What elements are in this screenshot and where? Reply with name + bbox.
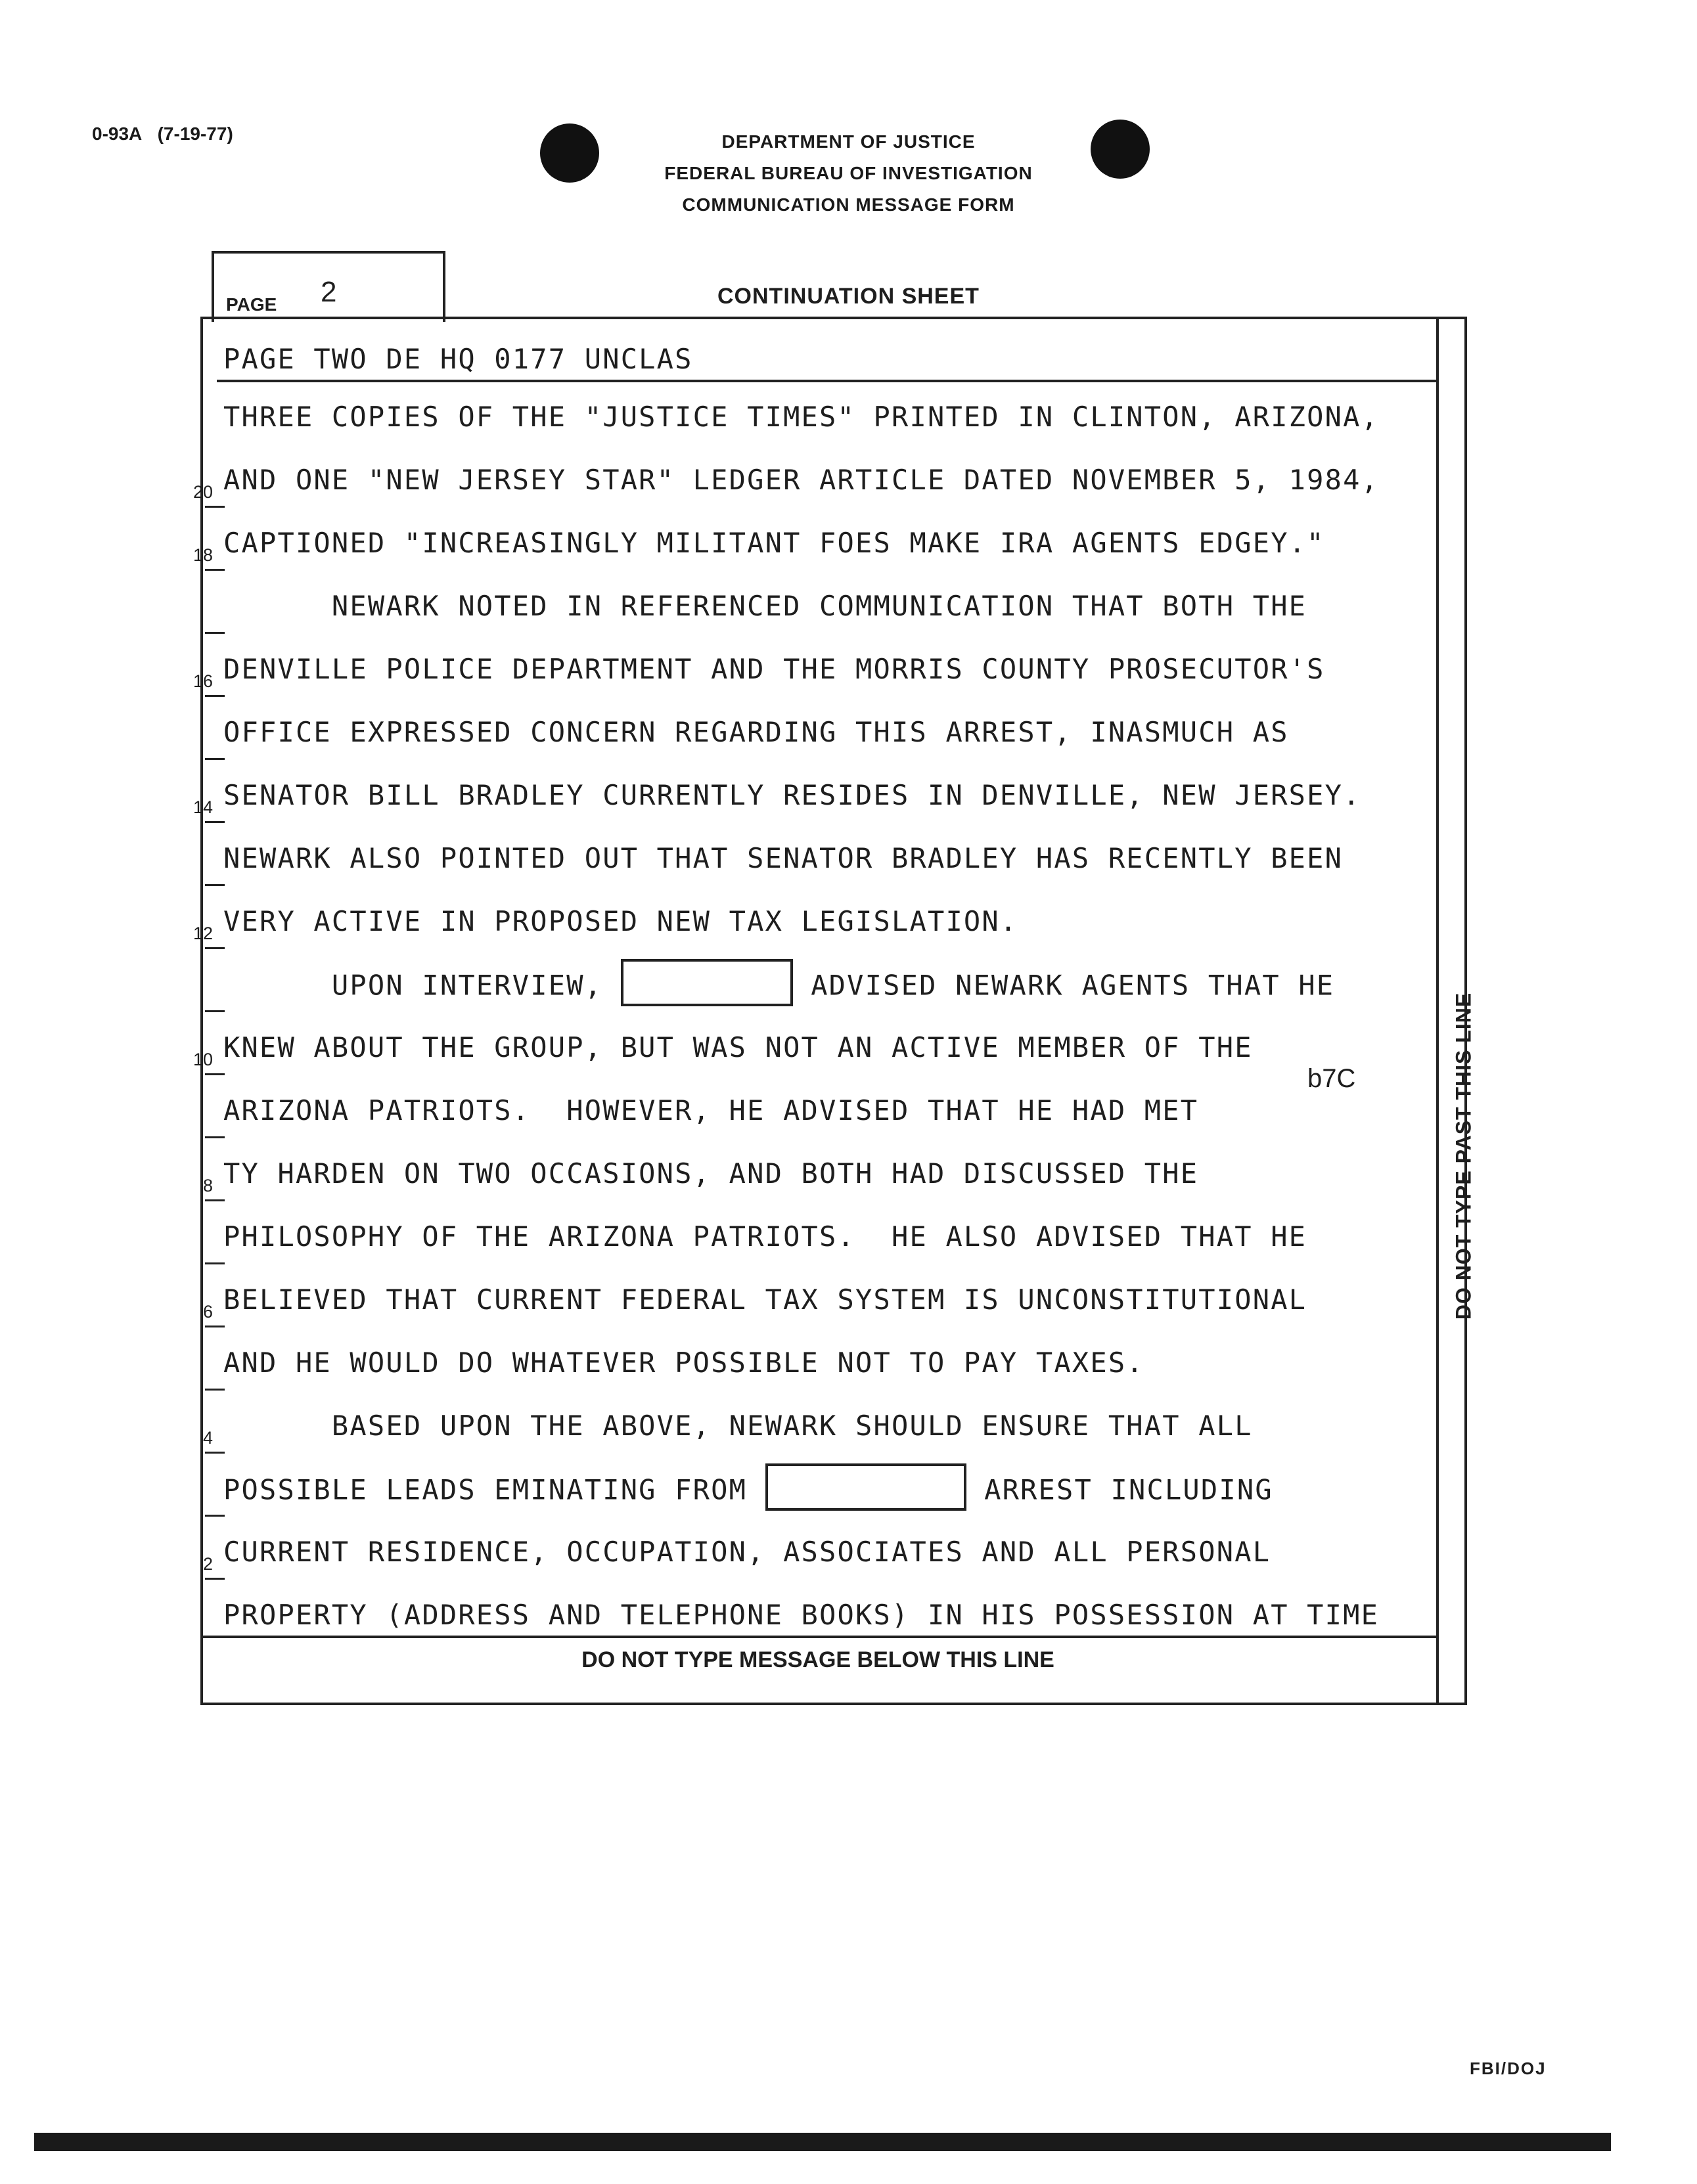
form-name: COMMUNICATION MESSAGE FORM — [682, 194, 1015, 215]
scan-edge-bar — [34, 2133, 1611, 2151]
body-line: NEWARK ALSO POINTED OUT THAT SENATOR BRADLEY HAS RECENTLY BEEN — [223, 842, 1344, 874]
body-line: THREE COPIES OF THE "JUSTICE TIMES" PRINTED IN CLINTON, ARIZONA, — [223, 401, 1380, 433]
form-date: (7-19-77) — [157, 123, 233, 144]
margin-tick — [205, 506, 225, 508]
bottom-rule — [200, 1636, 1436, 1638]
line-number: 16 — [192, 671, 213, 691]
margin-tick — [205, 1389, 225, 1391]
body-line: AND ONE "NEW JERSEY STAR" LEDGER ARTICLE DATED NOVEMBER 5, 1984, — [223, 464, 1380, 496]
body-line: CAPTIONED "INCREASINGLY MILITANT FOES MAKE IRA AGENTS EDGEY." — [223, 527, 1325, 559]
margin-tick — [205, 1452, 225, 1454]
margin-line — [1436, 317, 1439, 1703]
redaction-box — [621, 959, 793, 1006]
page-label: PAGE — [226, 294, 277, 315]
department-name: DEPARTMENT OF JUSTICE — [721, 131, 976, 152]
line-number: 12 — [192, 924, 213, 943]
header-rule — [217, 380, 1436, 382]
message-header: PAGE TWO DE HQ 0177 UNCLAS — [223, 343, 693, 375]
margin-tick — [205, 884, 225, 886]
body-line: BASED UPON THE ABOVE, NEWARK SHOULD ENSURE THAT ALL — [223, 1410, 1253, 1442]
line-number: 20 — [192, 482, 213, 502]
margin-tick — [205, 569, 225, 571]
margin-tick — [205, 821, 225, 823]
margin-tick — [205, 1073, 225, 1075]
body-line: PROPERTY (ADDRESS AND TELEPHONE BOOKS) IN HIS POSSESSION AT TIME — [223, 1599, 1380, 1631]
bottom-note: DO NOT TYPE MESSAGE BELOW THIS LINE — [581, 1647, 1054, 1672]
margin-tick — [205, 632, 225, 634]
line-number: 10 — [192, 1050, 213, 1069]
page-box — [212, 251, 445, 322]
exemption-code: b7C — [1307, 1064, 1356, 1093]
body-line: KNEW ABOUT THE GROUP, BUT WAS NOT AN ACTIVE MEMBER OF THE — [223, 1031, 1253, 1063]
body-line: BELIEVED THAT CURRENT FEDERAL TAX SYSTEM IS UNCONSTITUTIONAL — [223, 1283, 1307, 1316]
interview-line: UPON INTERVIEW, ADVISED NEWARK AGENTS THAT HE — [223, 968, 1334, 1006]
body-line: SENATOR BILL BRADLEY CURRENTLY RESIDES IN DENVILLE, NEW JERSEY. — [223, 779, 1361, 811]
margin-tick — [205, 1578, 225, 1580]
line-number: 2 — [202, 1554, 213, 1574]
margin-tick — [205, 758, 225, 760]
leads-line: POSSIBLE LEADS EMINATING FROM ARREST INCLUDING — [223, 1473, 1273, 1511]
line-number: 6 — [202, 1302, 213, 1322]
footer-tag: FBI/DOJ — [1470, 2059, 1547, 2078]
form-number: 0-93A (7-19-77) — [92, 123, 233, 144]
body-line: TY HARDEN ON TWO OCCASIONS, AND BOTH HAD DISCUSSED THE — [223, 1157, 1199, 1190]
bureau-name: FEDERAL BUREAU OF INVESTIGATION — [664, 163, 1033, 183]
margin-tick — [205, 1010, 225, 1012]
body-line: OFFICE EXPRESSED CONCERN REGARDING THIS ARREST, INASMUCH AS — [223, 716, 1289, 748]
margin-tick — [205, 1326, 225, 1327]
body-line: CURRENT RESIDENCE, OCCUPATION, ASSOCIATES AND ALL PERSONAL — [223, 1536, 1271, 1568]
margin-tick — [205, 695, 225, 697]
redaction-box — [765, 1463, 966, 1511]
sheet-title: CONTINUATION SHEET — [717, 284, 980, 309]
margin-tick — [205, 1199, 225, 1201]
margin-tick — [205, 1262, 225, 1264]
margin-tick — [205, 1515, 225, 1517]
line-number: 4 — [202, 1428, 213, 1448]
body-line: PHILOSOPHY OF THE ARIZONA PATRIOTS. HE ALSO ADVISED THAT HE — [223, 1220, 1307, 1253]
body-line: NEWARK NOTED IN REFERENCED COMMUNICATION THAT BOTH THE — [223, 590, 1307, 622]
body-line: AND HE WOULD DO WHATEVER POSSIBLE NOT TO PAY TAXES. — [223, 1347, 1144, 1379]
line-number: 18 — [192, 545, 213, 565]
margin-tick — [205, 947, 225, 949]
line-number: 14 — [192, 797, 213, 817]
body-line: VERY ACTIVE IN PROPOSED NEW TAX LEGISLATION. — [223, 905, 1018, 937]
page-number: 2 — [321, 276, 337, 308]
margin-tick — [205, 1136, 225, 1138]
body-line: ARIZONA PATRIOTS. HOWEVER, HE ADVISED THAT HE HAD MET — [223, 1094, 1199, 1126]
line-number: 8 — [202, 1176, 213, 1195]
body-line: DENVILLE POLICE DEPARTMENT AND THE MORRIS COUNTY PROSECUTOR'S — [223, 653, 1325, 685]
